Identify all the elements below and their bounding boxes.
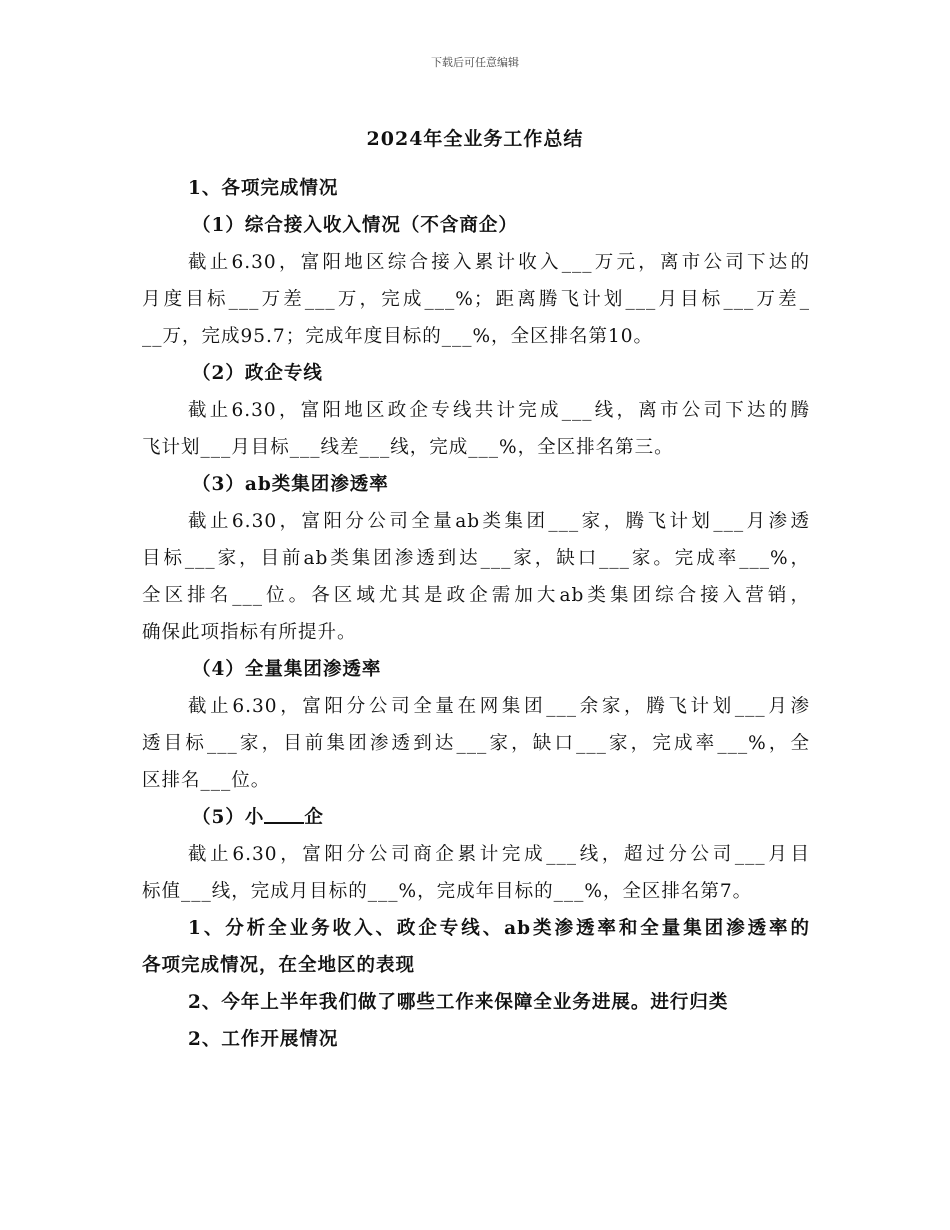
paragraph-line: 区排名___位。 xyxy=(142,770,271,791)
paragraph-line: 截止6.30，富阳分公司全量在网集团___余家，腾飞计划___月渗 xyxy=(188,696,810,717)
paragraph-line: 确保此项指标有所提升。 xyxy=(142,622,357,643)
subsection-5-heading-suffix: 企 xyxy=(304,807,324,828)
paragraph-line: 截止6.30，富阳地区政企专线共计完成___线，离市公司下达的腾 xyxy=(188,400,810,421)
paragraph-line: 标值___线，完成月目标的___%，完成年目标的___%，全区排名第7。 xyxy=(142,881,753,902)
section-2-heading: 2、工作开展情况 xyxy=(188,1029,339,1050)
paragraph-line: 透目标___家，目前集团渗透到达___家，缺口___家，完成率___%，全 xyxy=(142,733,810,754)
paragraph-line: __万，完成95.7；完成年度目标的___%，全区排名第10。 xyxy=(142,326,654,347)
paragraph-line: 目标___家，目前ab类集团渗透到达___家，缺口___家。完成率___%， xyxy=(142,548,810,569)
subsection-5-heading-prefix: （5）小 xyxy=(192,807,265,828)
document-body xyxy=(142,170,810,1058)
note-line: 各项完成情况，在全地区的表现 xyxy=(142,955,416,976)
subsection-1-heading: （1）综合接入收入情况（不含商企） xyxy=(192,215,518,236)
paragraph-line: 截止6.30，富阳分公司商企累计完成___线，超过分公司___月目 xyxy=(188,844,810,865)
note-line: 1、分析全业务收入、政企专线、ab类渗透率和全量集团渗透率的 xyxy=(188,918,810,939)
paragraph-line: 截止6.30，富阳分公司全量ab类集团___家，腾飞计划___月渗透 xyxy=(188,511,810,532)
paragraph-line: 飞计划___月目标___线差___线，完成___%，全区排名第三。 xyxy=(142,437,674,458)
subsection-3-heading: （3）ab类集团渗透率 xyxy=(192,474,389,495)
document-title: 2024年全业务工作总结 xyxy=(366,128,584,150)
subsection-5-heading xyxy=(142,799,810,836)
section-1-heading: 1、各项完成情况 xyxy=(188,178,339,199)
paragraph-line: 截止6.30，富阳地区综合接入累计收入___万元，离市公司下达的 xyxy=(188,252,810,273)
blank-underline xyxy=(264,800,304,824)
paragraph-line: 月度目标___万差___万，完成___%；距离腾飞计划___月目标___万差_ xyxy=(142,289,810,310)
page-header-note: 下载后可任意编辑 xyxy=(431,56,519,69)
paragraph-line: 全区排名___位。各区域尤其是政企需加大ab类集团综合接入营销， xyxy=(142,585,810,606)
subsection-2-heading: （2）政企专线 xyxy=(192,363,323,384)
note-line: 2、今年上半年我们做了哪些工作来保障全业务进展。进行归类 xyxy=(188,992,729,1013)
subsection-4-heading: （4）全量集团渗透率 xyxy=(192,659,382,680)
